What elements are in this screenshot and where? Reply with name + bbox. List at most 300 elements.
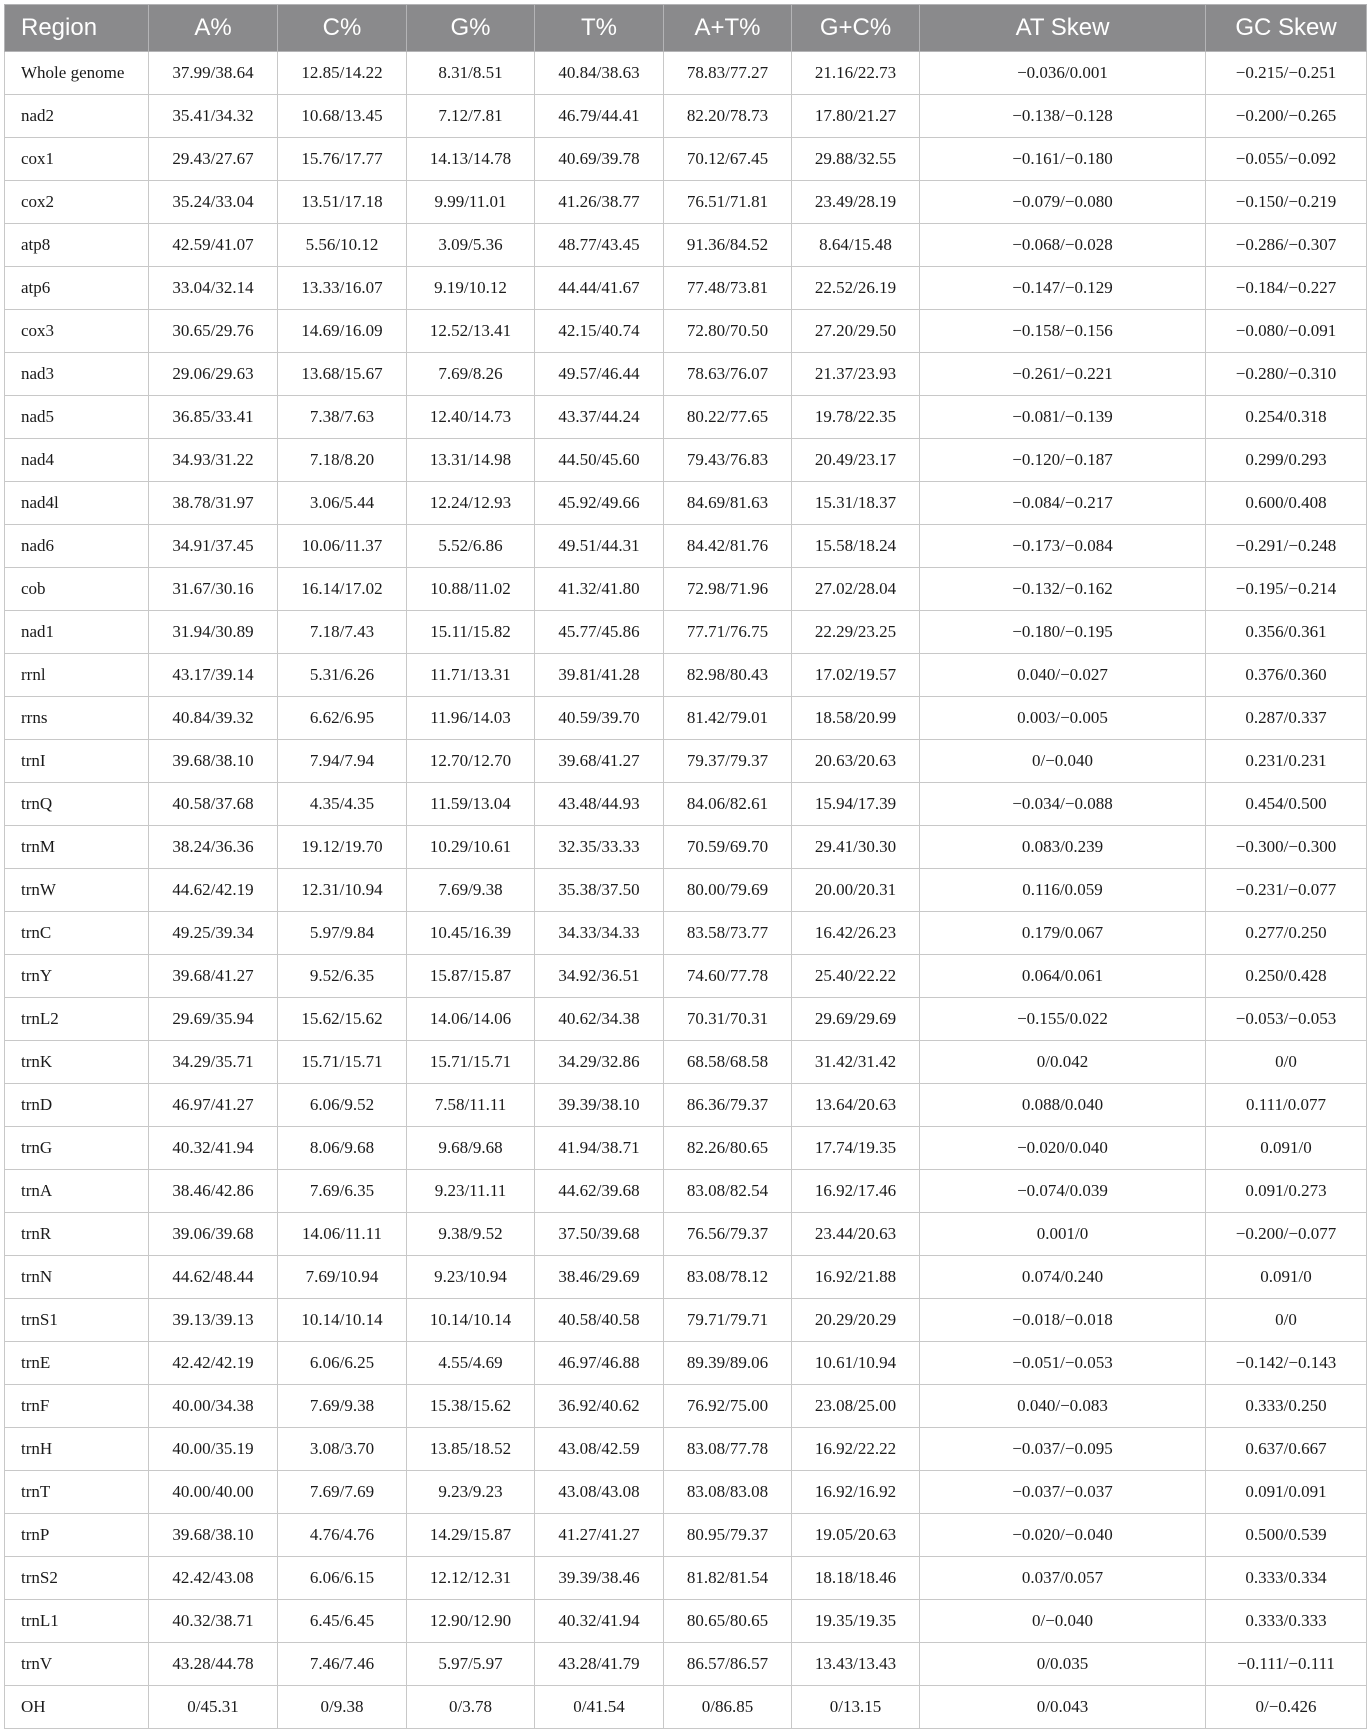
table-row (5, 740, 1367, 783)
value-cell-at-percent: 80.95/79.37 (664, 1514, 792, 1557)
value-cell-g-percent: 12.52/13.41 (407, 310, 535, 353)
value-cell-t-percent: 43.28/41.79 (535, 1643, 664, 1686)
table-row (5, 1342, 1367, 1385)
value-cell-at-percent: 80.22/77.65 (664, 396, 792, 439)
value-cell-gc-skew: −0.150/−0.219 (1206, 181, 1367, 224)
value-cell-gc-percent: 19.78/22.35 (792, 396, 920, 439)
value-cell-c-percent: 12.31/10.94 (278, 869, 407, 912)
value-cell-gc-percent: 20.00/20.31 (792, 869, 920, 912)
value-cell-c-percent: 10.06/11.37 (278, 525, 407, 568)
table-row (5, 1213, 1367, 1256)
value-cell-t-percent: 41.27/41.27 (535, 1514, 664, 1557)
value-cell-at-percent: 83.08/77.78 (664, 1428, 792, 1471)
region-cell: trnA (5, 1170, 149, 1213)
value-cell-t-percent: 43.08/43.08 (535, 1471, 664, 1514)
value-cell-gc-percent: 17.02/19.57 (792, 654, 920, 697)
value-cell-at-percent: 74.60/77.78 (664, 955, 792, 998)
value-cell-t-percent: 40.58/40.58 (535, 1299, 664, 1342)
region-cell: nad6 (5, 525, 149, 568)
value-cell-t-percent: 39.39/38.46 (535, 1557, 664, 1600)
value-cell-gc-skew: 0.637/0.667 (1206, 1428, 1367, 1471)
value-cell-at-skew: −0.158/−0.156 (920, 310, 1206, 353)
table-row (5, 224, 1367, 267)
region-cell: trnP (5, 1514, 149, 1557)
value-cell-t-percent: 42.15/40.74 (535, 310, 664, 353)
value-cell-at-skew: −0.036/0.001 (920, 52, 1206, 95)
table-row (5, 1041, 1367, 1084)
value-cell-c-percent: 7.69/10.94 (278, 1256, 407, 1299)
value-cell-gc-skew: −0.195/−0.214 (1206, 568, 1367, 611)
value-cell-a-percent: 34.93/31.22 (149, 439, 278, 482)
value-cell-t-percent: 0/41.54 (535, 1686, 664, 1729)
value-cell-t-percent: 44.62/39.68 (535, 1170, 664, 1213)
value-cell-t-percent: 39.39/38.10 (535, 1084, 664, 1127)
value-cell-gc-skew: 0.356/0.361 (1206, 611, 1367, 654)
value-cell-gc-percent: 22.52/26.19 (792, 267, 920, 310)
value-cell-a-percent: 39.68/41.27 (149, 955, 278, 998)
value-cell-a-percent: 34.91/37.45 (149, 525, 278, 568)
value-cell-at-skew: 0/−0.040 (920, 1600, 1206, 1643)
value-cell-at-percent: 82.26/80.65 (664, 1127, 792, 1170)
value-cell-a-percent: 39.68/38.10 (149, 1514, 278, 1557)
value-cell-a-percent: 40.00/34.38 (149, 1385, 278, 1428)
region-cell: trnH (5, 1428, 149, 1471)
value-cell-gc-percent: 27.20/29.50 (792, 310, 920, 353)
region-cell: nad4 (5, 439, 149, 482)
value-cell-t-percent: 43.37/44.24 (535, 396, 664, 439)
value-cell-at-percent: 83.58/73.77 (664, 912, 792, 955)
value-cell-at-skew: −0.020/−0.040 (920, 1514, 1206, 1557)
value-cell-at-percent: 83.08/78.12 (664, 1256, 792, 1299)
value-cell-t-percent: 45.77/45.86 (535, 611, 664, 654)
value-cell-a-percent: 40.32/38.71 (149, 1600, 278, 1643)
value-cell-c-percent: 9.52/6.35 (278, 955, 407, 998)
region-cell: nad2 (5, 95, 149, 138)
table-row (5, 267, 1367, 310)
region-cell: trnY (5, 955, 149, 998)
value-cell-gc-skew: 0.454/0.500 (1206, 783, 1367, 826)
value-cell-at-percent: 78.63/76.07 (664, 353, 792, 396)
value-cell-at-skew: −0.261/−0.221 (920, 353, 1206, 396)
value-cell-c-percent: 10.14/10.14 (278, 1299, 407, 1342)
value-cell-at-skew: −0.079/−0.080 (920, 181, 1206, 224)
value-cell-a-percent: 35.24/33.04 (149, 181, 278, 224)
column-header-at-skew: AT Skew (920, 5, 1206, 52)
value-cell-gc-skew: 0/0 (1206, 1299, 1367, 1342)
value-cell-gc-percent: 23.08/25.00 (792, 1385, 920, 1428)
value-cell-at-percent: 80.00/79.69 (664, 869, 792, 912)
value-cell-at-skew: 0.088/0.040 (920, 1084, 1206, 1127)
value-cell-c-percent: 4.76/4.76 (278, 1514, 407, 1557)
value-cell-gc-percent: 22.29/23.25 (792, 611, 920, 654)
value-cell-at-skew: 0.116/0.059 (920, 869, 1206, 912)
value-cell-g-percent: 15.71/15.71 (407, 1041, 535, 1084)
table-row (5, 611, 1367, 654)
value-cell-gc-percent: 13.43/13.43 (792, 1643, 920, 1686)
value-cell-gc-skew: −0.286/−0.307 (1206, 224, 1367, 267)
value-cell-gc-skew: 0.333/0.334 (1206, 1557, 1367, 1600)
value-cell-a-percent: 44.62/48.44 (149, 1256, 278, 1299)
value-cell-a-percent: 43.28/44.78 (149, 1643, 278, 1686)
value-cell-t-percent: 48.77/43.45 (535, 224, 664, 267)
value-cell-c-percent: 6.62/6.95 (278, 697, 407, 740)
value-cell-at-skew: 0/0.035 (920, 1643, 1206, 1686)
value-cell-t-percent: 41.26/38.77 (535, 181, 664, 224)
value-cell-at-skew: −0.161/−0.180 (920, 138, 1206, 181)
region-cell: trnE (5, 1342, 149, 1385)
value-cell-gc-skew: 0.287/0.337 (1206, 697, 1367, 740)
region-cell: trnR (5, 1213, 149, 1256)
value-cell-at-percent: 68.58/68.58 (664, 1041, 792, 1084)
value-cell-gc-percent: 17.74/19.35 (792, 1127, 920, 1170)
value-cell-at-percent: 0/86.85 (664, 1686, 792, 1729)
value-cell-c-percent: 6.45/6.45 (278, 1600, 407, 1643)
region-cell: trnS1 (5, 1299, 149, 1342)
value-cell-gc-percent: 8.64/15.48 (792, 224, 920, 267)
value-cell-at-percent: 91.36/84.52 (664, 224, 792, 267)
region-cell: rrnl (5, 654, 149, 697)
value-cell-gc-skew: −0.300/−0.300 (1206, 826, 1367, 869)
region-cell: atp8 (5, 224, 149, 267)
value-cell-gc-percent: 10.61/10.94 (792, 1342, 920, 1385)
column-header-g-percent: G% (407, 5, 535, 52)
table-row (5, 869, 1367, 912)
value-cell-t-percent: 40.69/39.78 (535, 138, 664, 181)
value-cell-at-percent: 84.42/81.76 (664, 525, 792, 568)
value-cell-a-percent: 35.41/34.32 (149, 95, 278, 138)
column-header-gc-skew: GC Skew (1206, 5, 1367, 52)
value-cell-gc-skew: −0.142/−0.143 (1206, 1342, 1367, 1385)
value-cell-c-percent: 15.76/17.77 (278, 138, 407, 181)
value-cell-gc-skew: −0.200/−0.265 (1206, 95, 1367, 138)
value-cell-gc-percent: 15.31/18.37 (792, 482, 920, 525)
value-cell-gc-percent: 29.41/30.30 (792, 826, 920, 869)
value-cell-t-percent: 49.57/46.44 (535, 353, 664, 396)
region-cell: nad3 (5, 353, 149, 396)
region-cell: trnF (5, 1385, 149, 1428)
value-cell-c-percent: 15.62/15.62 (278, 998, 407, 1041)
value-cell-at-skew: −0.081/−0.139 (920, 396, 1206, 439)
table-row (5, 568, 1367, 611)
value-cell-at-skew: −0.132/−0.162 (920, 568, 1206, 611)
table-row (5, 439, 1367, 482)
region-cell: trnV (5, 1643, 149, 1686)
table-row (5, 1471, 1367, 1514)
value-cell-t-percent: 44.44/41.67 (535, 267, 664, 310)
value-cell-a-percent: 42.42/43.08 (149, 1557, 278, 1600)
table-row (5, 310, 1367, 353)
value-cell-at-percent: 70.31/70.31 (664, 998, 792, 1041)
value-cell-t-percent: 43.08/42.59 (535, 1428, 664, 1471)
region-cell: cox3 (5, 310, 149, 353)
value-cell-at-percent: 86.57/86.57 (664, 1643, 792, 1686)
value-cell-g-percent: 7.69/9.38 (407, 869, 535, 912)
value-cell-at-percent: 72.80/70.50 (664, 310, 792, 353)
region-cell: rrns (5, 697, 149, 740)
value-cell-a-percent: 37.99/38.64 (149, 52, 278, 95)
value-cell-c-percent: 8.06/9.68 (278, 1127, 407, 1170)
value-cell-a-percent: 40.58/37.68 (149, 783, 278, 826)
value-cell-g-percent: 9.68/9.68 (407, 1127, 535, 1170)
table-row (5, 1428, 1367, 1471)
value-cell-gc-skew: 0.091/0.273 (1206, 1170, 1367, 1213)
value-cell-at-percent: 76.56/79.37 (664, 1213, 792, 1256)
value-cell-a-percent: 29.69/35.94 (149, 998, 278, 1041)
value-cell-gc-percent: 25.40/22.22 (792, 955, 920, 998)
value-cell-gc-percent: 19.05/20.63 (792, 1514, 920, 1557)
value-cell-gc-percent: 15.94/17.39 (792, 783, 920, 826)
value-cell-g-percent: 10.14/10.14 (407, 1299, 535, 1342)
value-cell-at-percent: 79.71/79.71 (664, 1299, 792, 1342)
value-cell-a-percent: 34.29/35.71 (149, 1041, 278, 1084)
value-cell-c-percent: 4.35/4.35 (278, 783, 407, 826)
value-cell-at-percent: 76.51/71.81 (664, 181, 792, 224)
value-cell-t-percent: 44.50/45.60 (535, 439, 664, 482)
value-cell-c-percent: 19.12/19.70 (278, 826, 407, 869)
value-cell-a-percent: 42.42/42.19 (149, 1342, 278, 1385)
value-cell-a-percent: 36.85/33.41 (149, 396, 278, 439)
value-cell-t-percent: 39.68/41.27 (535, 740, 664, 783)
table-row (5, 95, 1367, 138)
value-cell-c-percent: 14.69/16.09 (278, 310, 407, 353)
value-cell-c-percent: 5.56/10.12 (278, 224, 407, 267)
value-cell-t-percent: 40.59/39.70 (535, 697, 664, 740)
table-container (4, 4, 1366, 1729)
table-row (5, 654, 1367, 697)
value-cell-g-percent: 14.29/15.87 (407, 1514, 535, 1557)
value-cell-a-percent: 29.43/27.67 (149, 138, 278, 181)
value-cell-gc-percent: 29.69/29.69 (792, 998, 920, 1041)
table-row (5, 1170, 1367, 1213)
value-cell-at-skew: −0.155/0.022 (920, 998, 1206, 1041)
value-cell-at-percent: 83.08/82.54 (664, 1170, 792, 1213)
value-cell-c-percent: 7.38/7.63 (278, 396, 407, 439)
value-cell-g-percent: 15.38/15.62 (407, 1385, 535, 1428)
value-cell-at-skew: −0.173/−0.084 (920, 525, 1206, 568)
table-row (5, 1084, 1367, 1127)
value-cell-gc-skew: −0.231/−0.077 (1206, 869, 1367, 912)
value-cell-at-skew: −0.138/−0.128 (920, 95, 1206, 138)
value-cell-c-percent: 3.08/3.70 (278, 1428, 407, 1471)
region-cell: nad4l (5, 482, 149, 525)
value-cell-c-percent: 7.18/7.43 (278, 611, 407, 654)
value-cell-at-percent: 72.98/71.96 (664, 568, 792, 611)
value-cell-at-skew: 0.003/−0.005 (920, 697, 1206, 740)
value-cell-t-percent: 34.92/36.51 (535, 955, 664, 998)
value-cell-t-percent: 35.38/37.50 (535, 869, 664, 912)
value-cell-at-percent: 89.39/89.06 (664, 1342, 792, 1385)
value-cell-c-percent: 0/9.38 (278, 1686, 407, 1729)
value-cell-at-skew: 0.040/−0.083 (920, 1385, 1206, 1428)
value-cell-g-percent: 9.38/9.52 (407, 1213, 535, 1256)
value-cell-at-skew: −0.120/−0.187 (920, 439, 1206, 482)
value-cell-gc-percent: 23.44/20.63 (792, 1213, 920, 1256)
table-row (5, 1127, 1367, 1170)
value-cell-gc-skew: 0.299/0.293 (1206, 439, 1367, 482)
value-cell-c-percent: 13.33/16.07 (278, 267, 407, 310)
value-cell-at-skew: 0.179/0.067 (920, 912, 1206, 955)
table-row (5, 1385, 1367, 1428)
value-cell-gc-skew: −0.080/−0.091 (1206, 310, 1367, 353)
value-cell-gc-percent: 16.92/21.88 (792, 1256, 920, 1299)
value-cell-a-percent: 40.84/39.32 (149, 697, 278, 740)
region-cell: trnK (5, 1041, 149, 1084)
value-cell-c-percent: 13.51/17.18 (278, 181, 407, 224)
value-cell-g-percent: 13.31/14.98 (407, 439, 535, 482)
value-cell-a-percent: 39.06/39.68 (149, 1213, 278, 1256)
region-cell: trnS2 (5, 1557, 149, 1600)
value-cell-at-skew: −0.037/−0.095 (920, 1428, 1206, 1471)
value-cell-a-percent: 31.94/30.89 (149, 611, 278, 654)
value-cell-g-percent: 10.45/16.39 (407, 912, 535, 955)
value-cell-at-percent: 86.36/79.37 (664, 1084, 792, 1127)
value-cell-gc-percent: 20.49/23.17 (792, 439, 920, 482)
value-cell-g-percent: 10.88/11.02 (407, 568, 535, 611)
value-cell-at-percent: 84.69/81.63 (664, 482, 792, 525)
value-cell-a-percent: 40.00/40.00 (149, 1471, 278, 1514)
value-cell-gc-skew: 0/−0.426 (1206, 1686, 1367, 1729)
value-cell-t-percent: 41.94/38.71 (535, 1127, 664, 1170)
value-cell-at-skew: 0.037/0.057 (920, 1557, 1206, 1600)
value-cell-g-percent: 9.23/9.23 (407, 1471, 535, 1514)
value-cell-g-percent: 12.70/12.70 (407, 740, 535, 783)
value-cell-gc-percent: 21.16/22.73 (792, 52, 920, 95)
value-cell-t-percent: 32.35/33.33 (535, 826, 664, 869)
value-cell-at-skew: −0.034/−0.088 (920, 783, 1206, 826)
region-cell: trnL2 (5, 998, 149, 1041)
value-cell-a-percent: 31.67/30.16 (149, 568, 278, 611)
value-cell-at-percent: 77.48/73.81 (664, 267, 792, 310)
value-cell-g-percent: 9.23/11.11 (407, 1170, 535, 1213)
value-cell-gc-percent: 21.37/23.93 (792, 353, 920, 396)
table-row (5, 396, 1367, 439)
value-cell-g-percent: 9.23/10.94 (407, 1256, 535, 1299)
value-cell-g-percent: 10.29/10.61 (407, 826, 535, 869)
value-cell-a-percent: 44.62/42.19 (149, 869, 278, 912)
value-cell-c-percent: 16.14/17.02 (278, 568, 407, 611)
value-cell-at-percent: 81.42/79.01 (664, 697, 792, 740)
value-cell-t-percent: 39.81/41.28 (535, 654, 664, 697)
composition-table (4, 4, 1367, 1729)
value-cell-g-percent: 4.55/4.69 (407, 1342, 535, 1385)
value-cell-gc-skew: 0/0 (1206, 1041, 1367, 1084)
value-cell-at-skew: 0/−0.040 (920, 740, 1206, 783)
value-cell-gc-percent: 13.64/20.63 (792, 1084, 920, 1127)
value-cell-gc-skew: −0.111/−0.111 (1206, 1643, 1367, 1686)
value-cell-gc-skew: 0.091/0 (1206, 1256, 1367, 1299)
region-cell: cox2 (5, 181, 149, 224)
value-cell-at-skew: −0.074/0.039 (920, 1170, 1206, 1213)
value-cell-t-percent: 40.84/38.63 (535, 52, 664, 95)
value-cell-at-percent: 80.65/80.65 (664, 1600, 792, 1643)
value-cell-gc-skew: 0.500/0.539 (1206, 1514, 1367, 1557)
value-cell-gc-percent: 17.80/21.27 (792, 95, 920, 138)
value-cell-gc-skew: 0.091/0 (1206, 1127, 1367, 1170)
value-cell-at-skew: −0.051/−0.053 (920, 1342, 1206, 1385)
value-cell-t-percent: 38.46/29.69 (535, 1256, 664, 1299)
table-row (5, 353, 1367, 396)
value-cell-t-percent: 45.92/49.66 (535, 482, 664, 525)
value-cell-at-percent: 76.92/75.00 (664, 1385, 792, 1428)
table-row (5, 1643, 1367, 1686)
region-cell: trnQ (5, 783, 149, 826)
value-cell-g-percent: 11.71/13.31 (407, 654, 535, 697)
value-cell-g-percent: 5.52/6.86 (407, 525, 535, 568)
value-cell-a-percent: 38.78/31.97 (149, 482, 278, 525)
value-cell-gc-percent: 0/13.15 (792, 1686, 920, 1729)
value-cell-a-percent: 29.06/29.63 (149, 353, 278, 396)
value-cell-t-percent: 46.97/46.88 (535, 1342, 664, 1385)
region-cell: atp6 (5, 267, 149, 310)
table-row (5, 1557, 1367, 1600)
value-cell-g-percent: 15.87/15.87 (407, 955, 535, 998)
value-cell-at-percent: 77.71/76.75 (664, 611, 792, 654)
value-cell-c-percent: 6.06/6.25 (278, 1342, 407, 1385)
value-cell-at-skew: −0.147/−0.129 (920, 267, 1206, 310)
value-cell-gc-skew: 0.277/0.250 (1206, 912, 1367, 955)
table-row (5, 1514, 1367, 1557)
value-cell-c-percent: 7.69/7.69 (278, 1471, 407, 1514)
value-cell-c-percent: 7.94/7.94 (278, 740, 407, 783)
value-cell-at-skew: 0/0.043 (920, 1686, 1206, 1729)
table-row (5, 912, 1367, 955)
region-cell: trnL1 (5, 1600, 149, 1643)
value-cell-at-percent: 70.59/69.70 (664, 826, 792, 869)
value-cell-a-percent: 40.00/35.19 (149, 1428, 278, 1471)
value-cell-g-percent: 9.99/11.01 (407, 181, 535, 224)
value-cell-a-percent: 30.65/29.76 (149, 310, 278, 353)
value-cell-gc-skew: 0.376/0.360 (1206, 654, 1367, 697)
table-row (5, 998, 1367, 1041)
value-cell-at-skew: 0.074/0.240 (920, 1256, 1206, 1299)
column-header-gc-percent: G+C% (792, 5, 920, 52)
value-cell-g-percent: 12.90/12.90 (407, 1600, 535, 1643)
value-cell-g-percent: 12.40/14.73 (407, 396, 535, 439)
value-cell-a-percent: 38.46/42.86 (149, 1170, 278, 1213)
value-cell-gc-percent: 20.63/20.63 (792, 740, 920, 783)
region-cell: Whole genome (5, 52, 149, 95)
value-cell-gc-skew: −0.184/−0.227 (1206, 267, 1367, 310)
value-cell-c-percent: 14.06/11.11 (278, 1213, 407, 1256)
table-row (5, 52, 1367, 95)
value-cell-gc-percent: 18.58/20.99 (792, 697, 920, 740)
region-cell: trnD (5, 1084, 149, 1127)
value-cell-c-percent: 7.69/9.38 (278, 1385, 407, 1428)
value-cell-c-percent: 7.69/6.35 (278, 1170, 407, 1213)
value-cell-gc-percent: 16.42/26.23 (792, 912, 920, 955)
value-cell-at-percent: 84.06/82.61 (664, 783, 792, 826)
value-cell-a-percent: 40.32/41.94 (149, 1127, 278, 1170)
value-cell-g-percent: 14.06/14.06 (407, 998, 535, 1041)
value-cell-gc-percent: 23.49/28.19 (792, 181, 920, 224)
value-cell-t-percent: 37.50/39.68 (535, 1213, 664, 1256)
value-cell-t-percent: 36.92/40.62 (535, 1385, 664, 1428)
value-cell-at-percent: 83.08/83.08 (664, 1471, 792, 1514)
value-cell-a-percent: 42.59/41.07 (149, 224, 278, 267)
value-cell-at-skew: 0.040/−0.027 (920, 654, 1206, 697)
value-cell-c-percent: 6.06/6.15 (278, 1557, 407, 1600)
region-cell: cob (5, 568, 149, 611)
value-cell-a-percent: 39.68/38.10 (149, 740, 278, 783)
value-cell-g-percent: 14.13/14.78 (407, 138, 535, 181)
value-cell-at-percent: 79.37/79.37 (664, 740, 792, 783)
value-cell-g-percent: 12.24/12.93 (407, 482, 535, 525)
table-row (5, 1299, 1367, 1342)
value-cell-g-percent: 0/3.78 (407, 1686, 535, 1729)
value-cell-t-percent: 40.32/41.94 (535, 1600, 664, 1643)
value-cell-g-percent: 13.85/18.52 (407, 1428, 535, 1471)
value-cell-gc-skew: −0.200/−0.077 (1206, 1213, 1367, 1256)
